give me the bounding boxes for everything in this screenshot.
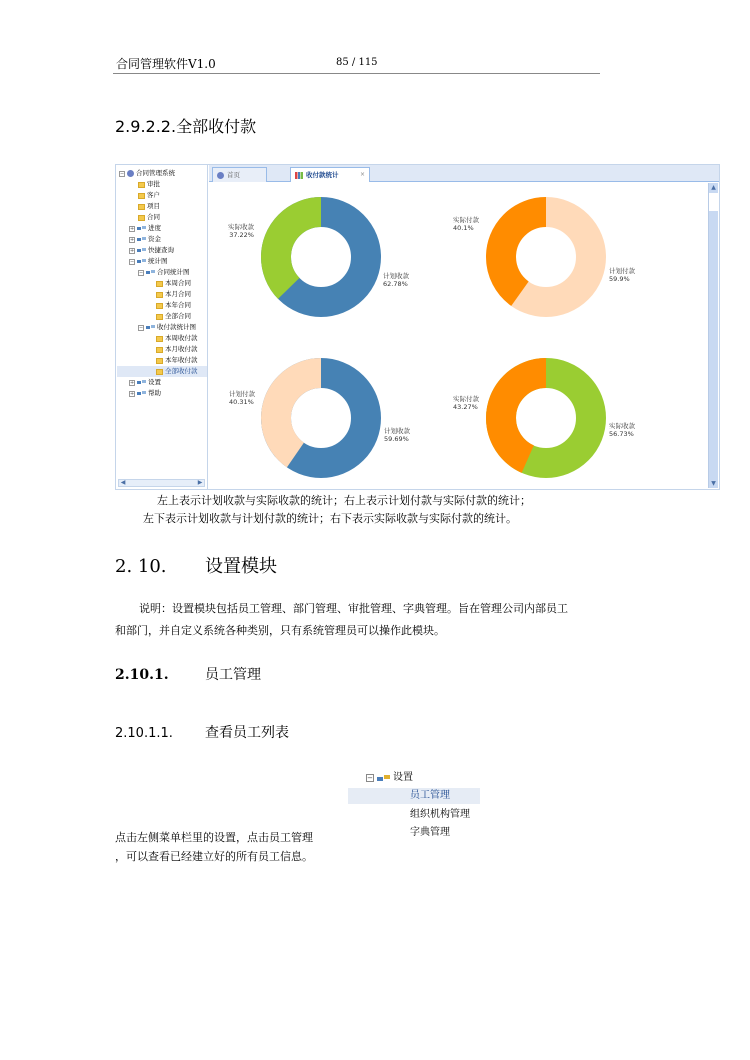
expand-icon[interactable]: + — [130, 236, 135, 243]
section-heading-2101: 2.10.1. 员工管理 — [115, 667, 261, 683]
scrollbar-thumb[interactable] — [709, 193, 718, 211]
tree-item-contract-stats[interactable]: − 合同统计图 — [139, 268, 190, 276]
donut-chart-planned-vs-actual-receipts — [261, 197, 381, 317]
instruction-text: 点击左侧菜单栏里的设置，点击员工管理 ，可以查看已经建立好的所有员工信息。 — [115, 831, 313, 863]
folder-icon — [156, 369, 163, 375]
menu-item-organization-management[interactable]: 组织机构管理 — [410, 809, 470, 820]
bar-chart-icon — [295, 172, 303, 179]
expand-icon[interactable]: + — [130, 225, 135, 232]
folder-icon — [138, 193, 145, 199]
tree-item-help[interactable]: + 帮助 — [130, 389, 161, 397]
tree-item-customer[interactable]: 客户 — [138, 190, 160, 201]
settings-menu-screenshot — [348, 770, 488, 844]
chart-label: 实际收款 37.22% — [228, 223, 254, 239]
tree-item-project[interactable]: 项目 — [138, 201, 160, 212]
collapse-icon[interactable]: − — [367, 774, 373, 782]
folder-icon — [138, 215, 145, 221]
horizontal-scrollbar[interactable] — [118, 479, 205, 487]
tree-item-month-payment[interactable]: 本月收付款 — [156, 344, 198, 355]
tree-item-all-contract[interactable]: 全部合同 — [156, 311, 191, 322]
tree-item-funds[interactable]: + 资金 — [130, 235, 161, 243]
expand-icon[interactable]: + — [130, 379, 135, 386]
tree-item-payment-stats[interactable]: − 收付款统计图 — [139, 323, 196, 331]
figure-caption: 左上表示计划收款与实际收款的统计；右上表示计划付款与实际付款的统计； 左下表示计划收款与计划付款的统计；右下表示实际收款与实际付款的统计。 — [143, 494, 531, 525]
collapse-icon[interactable]: − — [139, 269, 144, 276]
chart-label: 实际收款 56.73% — [609, 422, 635, 438]
network-icon — [137, 237, 146, 242]
donut-chart-actual-receipts-vs-payments — [486, 358, 606, 478]
folder-icon — [156, 292, 163, 298]
folder-icon — [156, 314, 163, 320]
collapse-icon[interactable]: − — [139, 324, 144, 331]
tree-item-week-payment[interactable]: 本周收付款 — [156, 333, 198, 344]
network-icon — [137, 259, 146, 264]
tab-home[interactable]: 首页 — [212, 167, 267, 182]
tree-item-week-contract[interactable]: 本周合同 — [156, 278, 191, 289]
chart-label: 计划付款 40.31% — [229, 390, 255, 406]
folder-icon — [156, 281, 163, 287]
section-heading-210: 2. 10. 设置模块 — [115, 556, 277, 577]
folder-icon — [156, 303, 163, 309]
chart-label: 实际付款 43.27% — [453, 395, 479, 411]
tree-item-settings[interactable]: + 设置 — [130, 378, 161, 386]
tree-item-approval[interactable]: 审批 — [138, 179, 160, 190]
donut-chart-planned-receipts-vs-payments — [261, 358, 381, 478]
expand-icon[interactable]: + — [130, 390, 135, 397]
tree-item-statistics[interactable]: − 统计图 — [130, 257, 168, 265]
folder-icon — [138, 182, 145, 188]
system-icon — [127, 170, 134, 177]
network-icon — [377, 775, 390, 782]
tab-payment-stats[interactable]: 收付款统计 × — [290, 167, 370, 182]
tree-item-year-payment[interactable]: 本年收付款 — [156, 355, 198, 366]
document-title: 合同管理软件V1.0 — [116, 57, 216, 71]
section-heading-21011: 2.10.1.1. 查看员工列表 — [115, 725, 289, 741]
collapse-icon[interactable]: − — [120, 170, 125, 177]
network-icon — [137, 380, 146, 385]
chart-label: 计划收款 62.78% — [383, 272, 409, 288]
home-icon — [217, 172, 224, 179]
folder-icon — [138, 204, 145, 210]
network-icon — [137, 391, 146, 396]
close-icon[interactable]: × — [359, 171, 365, 178]
folder-icon — [156, 336, 163, 342]
app-screenshot — [115, 164, 720, 490]
network-icon — [137, 248, 146, 253]
tree-item-month-contract[interactable]: 本月合同 — [156, 289, 191, 300]
chart-label: 计划收款 59.69% — [384, 427, 410, 443]
tree-item-all-payment[interactable]: 全部收付款 — [117, 366, 207, 377]
tree-item-progress[interactable]: + 进度 — [130, 224, 161, 232]
donut-chart-planned-vs-actual-payments — [486, 197, 606, 317]
menu-item-settings[interactable]: − 设置 — [367, 772, 413, 783]
nav-tree — [116, 165, 208, 489]
network-icon — [146, 270, 155, 275]
tree-item-year-contract[interactable]: 本年合同 — [156, 300, 191, 311]
tree-item-quick-search[interactable]: + 快捷查询 — [130, 246, 174, 254]
tab-bar — [209, 165, 719, 182]
page-indicator: 85 / 115 — [336, 57, 378, 68]
menu-item-dictionary-management[interactable]: 字典管理 — [410, 827, 450, 838]
scroll-left-icon[interactable]: ◀ — [120, 479, 126, 486]
section-210-description: 说明：设置模块包括员工管理、部门管理、审批管理、字典管理。旨在管理公司内部员工 和部门，并自定义系统各种类别，只有系统管理员可以操作此模块。 — [115, 602, 568, 637]
vertical-scrollbar[interactable] — [708, 183, 718, 488]
chart-label: 实际付款 40.1% — [453, 216, 479, 232]
header-divider — [113, 73, 600, 74]
scroll-down-icon[interactable]: ▼ — [711, 480, 716, 487]
folder-icon — [156, 358, 163, 364]
network-icon — [137, 226, 146, 231]
tree-item-contract[interactable]: 合同 — [138, 212, 160, 223]
folder-icon — [156, 347, 163, 353]
expand-icon[interactable]: + — [130, 247, 135, 254]
chart-label: 计划付款 59.9% — [609, 267, 635, 283]
menu-item-employee-management[interactable]: 员工管理 — [348, 788, 480, 804]
section-heading-2922: 2.9.2.2.全部收付款 — [115, 117, 257, 136]
tree-item-root[interactable]: − 合同管理系统 — [120, 169, 175, 177]
scroll-right-icon[interactable]: ▶ — [197, 479, 203, 486]
scroll-up-icon[interactable]: ▲ — [711, 184, 716, 191]
network-icon — [146, 325, 155, 330]
collapse-icon[interactable]: − — [130, 258, 135, 265]
